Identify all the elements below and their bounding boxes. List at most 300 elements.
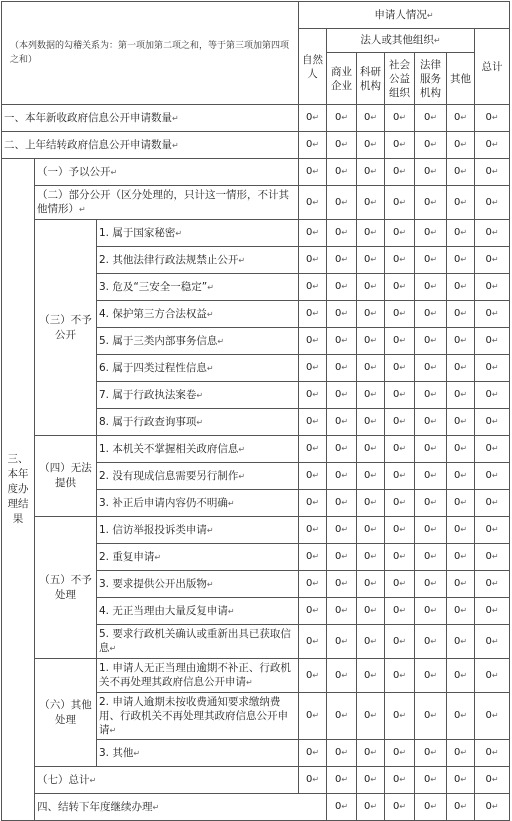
value: 0	[423, 470, 431, 481]
value: 0	[392, 254, 400, 265]
value: 0	[334, 112, 342, 123]
row-label-subtotal-text: （七）总计	[37, 773, 90, 786]
value: 0	[392, 166, 400, 177]
para-mark: ↵	[491, 775, 499, 784]
value: 0	[305, 308, 313, 319]
commercial-header	[327, 53, 357, 105]
value: 0	[453, 710, 461, 721]
value-cell	[299, 544, 327, 571]
value: 0	[305, 578, 313, 589]
value-cell	[357, 220, 385, 247]
para-mark: ↵	[341, 525, 349, 534]
para-mark: ↵	[491, 552, 499, 561]
value: 0	[423, 416, 431, 427]
row-label-carry-forward	[35, 794, 327, 821]
value-cell	[327, 767, 357, 794]
para-mark: ↵	[341, 606, 349, 615]
para-mark: ↵	[430, 228, 438, 237]
para-mark: ↵	[491, 670, 499, 680]
para-mark: ↵	[460, 197, 468, 207]
para-mark: ↵	[312, 636, 320, 646]
value: 0	[305, 335, 313, 346]
value-cell	[299, 490, 327, 517]
value-cell	[447, 301, 475, 328]
para-mark: ↵	[460, 363, 468, 372]
group-cannot-provide-item	[97, 490, 299, 517]
value-cell	[415, 463, 447, 490]
para-mark: ↵	[399, 167, 407, 176]
value-cell	[415, 794, 447, 821]
value: 0	[363, 578, 371, 589]
para-mark: ↵	[370, 390, 378, 399]
value-cell	[327, 274, 357, 301]
value-cell	[327, 301, 357, 328]
value-cell	[299, 767, 327, 794]
value-cell	[357, 740, 385, 767]
para-mark: ↵	[206, 363, 214, 373]
para-mark: ↵	[426, 10, 434, 20]
para-mark: ↵	[312, 711, 320, 720]
value-cell	[475, 463, 510, 490]
para-mark: ↵	[460, 444, 468, 453]
value: 0	[392, 139, 400, 150]
para-mark: ↵	[491, 471, 499, 480]
value: 0	[305, 635, 313, 647]
value: 0	[453, 497, 461, 508]
para-mark: ↵	[341, 113, 349, 122]
value-cell	[447, 598, 475, 625]
para-mark: ↵	[370, 140, 378, 149]
para-mark: ↵	[491, 113, 499, 122]
value-cell	[475, 436, 510, 463]
para-mark: ↵	[399, 309, 407, 318]
value: 0	[305, 389, 313, 400]
para-mark: ↵	[399, 255, 407, 264]
value-cell	[299, 517, 327, 544]
para-mark: ↵	[312, 444, 320, 453]
para-mark: ↵	[341, 552, 349, 561]
value: 0	[363, 227, 371, 238]
para-mark: ↵	[399, 670, 407, 680]
para-mark: ↵	[370, 167, 378, 176]
para-mark: ↵	[312, 775, 320, 784]
para-mark: ↵	[491, 802, 499, 811]
para-mark: ↵	[133, 748, 141, 758]
para-mark: ↵	[430, 579, 438, 588]
para-mark: ↵	[370, 748, 378, 757]
value: 0	[334, 497, 342, 508]
natural-person-label: 自然人	[302, 53, 323, 80]
commercial-label: 商业企业	[331, 65, 352, 92]
value-cell	[385, 517, 415, 544]
value: 0	[334, 443, 342, 454]
value: 0	[334, 551, 342, 562]
value-cell	[385, 274, 415, 301]
para-mark: ↵	[491, 390, 499, 399]
value: 0	[485, 443, 492, 454]
value-cell	[385, 659, 415, 693]
para-mark: ↵	[172, 113, 179, 123]
value-cell	[415, 740, 447, 767]
para-mark: ↵	[370, 498, 378, 507]
value: 0	[392, 335, 400, 346]
para-mark: ↵	[460, 309, 468, 318]
value: 0	[363, 747, 371, 758]
value: 0	[423, 747, 431, 758]
value: 0	[423, 335, 431, 346]
value: 0	[485, 335, 492, 346]
value-cell	[447, 355, 475, 382]
value: 0	[334, 524, 342, 535]
value-cell	[327, 598, 357, 625]
value-cell	[447, 247, 475, 274]
value: 0	[305, 669, 313, 681]
legal-service-header	[415, 53, 447, 105]
value-cell	[475, 382, 510, 409]
value-cell	[299, 598, 327, 625]
group-not-processed-item-text: 1. 信访举报投诉类申请	[99, 523, 207, 536]
value-cell	[415, 105, 447, 132]
para-mark: ↵	[460, 336, 468, 345]
value-cell	[385, 220, 415, 247]
para-mark: ↵	[399, 606, 407, 615]
para-mark: ↵	[370, 113, 378, 122]
value: 0	[453, 605, 461, 616]
para-mark: ↵	[491, 711, 499, 720]
para-mark: ↵	[399, 228, 407, 237]
para-mark: ↵	[312, 670, 320, 680]
value: 0	[453, 166, 461, 177]
group-not-processed-text: （五）不予处理	[39, 573, 92, 601]
value-cell	[299, 625, 327, 659]
para-mark: ↵	[341, 636, 349, 646]
value: 0	[485, 112, 492, 123]
para-mark: ↵	[491, 748, 499, 757]
value: 0	[363, 362, 371, 373]
value: 0	[423, 281, 431, 292]
value: 0	[334, 166, 342, 177]
value-cell	[327, 436, 357, 463]
value: 0	[392, 389, 400, 400]
group-not-processed-item-text: 2. 重复申请	[99, 550, 155, 563]
value-cell	[385, 355, 415, 382]
para-mark: ↵	[399, 363, 407, 372]
para-mark: ↵	[312, 390, 320, 399]
natural-person-header	[299, 29, 327, 105]
value: 0	[334, 227, 342, 238]
total-header	[475, 29, 510, 105]
value: 0	[453, 443, 461, 454]
value: 0	[423, 166, 431, 177]
group-not-disclosed-item	[97, 220, 299, 247]
para-mark: ↵	[399, 498, 407, 507]
value: 0	[392, 635, 400, 647]
value: 0	[363, 139, 371, 150]
para-mark: ↵	[341, 197, 349, 207]
para-mark: ↵	[370, 802, 378, 811]
value: 0	[423, 139, 431, 150]
value: 0	[363, 112, 371, 123]
group-not-disclosed-item-text: 6. 属于四类过程性信息	[99, 361, 207, 374]
value-cell	[447, 274, 475, 301]
table-row	[2, 186, 510, 220]
value: 0	[334, 747, 342, 758]
value: 0	[392, 497, 400, 508]
applicant-situation-label: 申请人情况	[374, 8, 427, 21]
value: 0	[423, 254, 431, 265]
value: 0	[392, 470, 400, 481]
para-mark: ↵	[312, 113, 320, 122]
para-mark: ↵	[370, 282, 378, 291]
government-info-disclosure-table	[1, 1, 510, 821]
para-mark: ↵	[341, 802, 349, 811]
group-not-disclosed-text: （三）不予公开	[39, 313, 92, 341]
value-cell	[357, 571, 385, 598]
value-cell	[447, 767, 475, 794]
para-mark: ↵	[341, 255, 349, 264]
value-cell	[327, 382, 357, 409]
value: 0	[423, 801, 431, 812]
value: 0	[363, 335, 371, 346]
para-mark: ↵	[460, 140, 468, 149]
group-other-handling-item-text: 2. 申请人逾期未按收费通知要求缴纳费用、行政机关不再处理其政府信息公开申请	[99, 695, 288, 736]
para-mark: ↵	[491, 363, 499, 372]
value: 0	[453, 308, 461, 319]
value-cell	[385, 463, 415, 490]
para-mark: ↵	[491, 309, 499, 318]
value-cell	[475, 159, 510, 186]
value: 0	[392, 308, 400, 319]
value: 0	[305, 281, 313, 292]
value-cell	[475, 571, 510, 598]
value: 0	[363, 196, 371, 208]
value: 0	[305, 443, 313, 454]
value-cell	[357, 767, 385, 794]
group-not-disclosed-item	[97, 382, 299, 409]
value-cell	[385, 105, 415, 132]
value: 0	[423, 497, 431, 508]
group-cannot-provide-item-text: 3. 补正后申请内容仍不明确	[99, 496, 228, 509]
group-other-handling	[35, 659, 97, 767]
para-mark: ↵	[460, 471, 468, 480]
value-cell	[327, 220, 357, 247]
value-cell	[327, 490, 357, 517]
para-mark: ↵	[430, 113, 438, 122]
value-cell	[415, 274, 447, 301]
value: 0	[305, 710, 313, 721]
para-mark: ↵	[460, 748, 468, 757]
para-mark: ↵	[430, 197, 438, 207]
value-cell	[447, 659, 475, 693]
value: 0	[453, 112, 461, 123]
value-cell	[415, 693, 447, 740]
value: 0	[305, 524, 313, 535]
para-mark: ↵	[399, 775, 407, 784]
value: 0	[305, 196, 313, 208]
value: 0	[453, 335, 461, 346]
value-cell	[475, 132, 510, 159]
para-mark: ↵	[460, 711, 468, 720]
para-mark: ↵	[460, 282, 468, 291]
para-mark: ↵	[399, 748, 407, 757]
group-cannot-provide-item-text: 2. 没有现成信息需要另行制作	[99, 469, 239, 482]
para-mark: ↵	[430, 606, 438, 615]
value-cell	[385, 328, 415, 355]
value-cell	[327, 544, 357, 571]
value-cell	[357, 490, 385, 517]
para-mark: ↵	[206, 579, 214, 589]
group-not-processed-item	[97, 571, 299, 598]
value: 0	[392, 112, 400, 123]
group-cannot-provide-item-text: 1. 本机关不掌握相关政府信息	[99, 442, 239, 455]
para-mark: ↵	[341, 309, 349, 318]
value: 0	[453, 470, 461, 481]
para-mark: ↵	[430, 390, 438, 399]
value: 0	[334, 139, 342, 150]
value-cell	[385, 693, 415, 740]
group-not-processed	[35, 517, 97, 659]
para-mark: ↵	[341, 471, 349, 480]
group-not-disclosed-item-text: 3. 危及“三安全一稳定”	[99, 280, 208, 293]
para-mark: ↵	[460, 525, 468, 534]
value: 0	[392, 774, 400, 785]
value: 0	[485, 578, 492, 589]
value: 0	[392, 443, 400, 454]
para-mark: ↵	[399, 336, 407, 345]
para-mark: ↵	[370, 363, 378, 372]
group-not-processed-item	[97, 517, 299, 544]
value: 0	[363, 551, 371, 562]
value: 0	[334, 308, 342, 319]
value: 0	[392, 362, 400, 373]
para-mark: ↵	[341, 775, 349, 784]
para-mark: ↵	[460, 390, 468, 399]
group-not-disclosed-item-text: 5. 属于三类内部事务信息	[99, 334, 218, 347]
para-mark: ↵	[312, 417, 320, 426]
para-mark: ↵	[399, 390, 407, 399]
row-label-carried-over-text: 二、上年结转政府信息公开申请数量	[4, 138, 172, 151]
group-cannot-provide-item	[97, 463, 299, 490]
value: 0	[363, 416, 371, 427]
value: 0	[485, 139, 492, 150]
value: 0	[334, 254, 342, 265]
para-mark: ↵	[175, 228, 183, 238]
para-mark: ↵	[370, 579, 378, 588]
para-mark: ↵	[460, 670, 468, 680]
row-label-disclosed-text: （一）予以公开	[37, 165, 111, 178]
value: 0	[334, 470, 342, 481]
value-cell	[357, 436, 385, 463]
row-label-new-requests-text: 一、本年新收政府信息公开申请数量	[4, 111, 172, 124]
value-cell	[447, 328, 475, 355]
para-mark: ↵	[370, 525, 378, 534]
value: 0	[453, 227, 461, 238]
value: 0	[423, 196, 431, 208]
value: 0	[453, 362, 461, 373]
value-cell	[447, 220, 475, 247]
para-mark: ↵	[109, 644, 117, 653]
value-cell	[327, 328, 357, 355]
value: 0	[334, 669, 342, 681]
value-cell	[415, 220, 447, 247]
group-not-disclosed-item	[97, 328, 299, 355]
other-header	[447, 53, 475, 105]
value: 0	[305, 416, 313, 427]
group-not-disclosed-item-text: 4. 保护第三方合法权益	[99, 307, 207, 320]
value: 0	[305, 112, 313, 123]
value-cell	[447, 132, 475, 159]
para-mark: ↵	[430, 802, 438, 811]
value: 0	[453, 416, 461, 427]
value-cell	[327, 740, 357, 767]
para-mark: ↵	[433, 36, 441, 45]
value: 0	[453, 774, 461, 785]
value-cell	[299, 571, 327, 598]
value-cell	[357, 274, 385, 301]
group-not-disclosed-item-text: 7. 属于行政执法案卷	[99, 388, 197, 401]
value-cell	[415, 625, 447, 659]
value: 0	[485, 801, 492, 812]
value: 0	[363, 166, 371, 177]
section-label-results-text: 三、本年度办理结果	[7, 453, 29, 525]
value-cell	[447, 625, 475, 659]
para-mark: ↵	[430, 167, 438, 176]
value: 0	[423, 308, 431, 319]
value-cell	[327, 159, 357, 186]
para-mark: ↵	[341, 282, 349, 291]
value: 0	[485, 166, 492, 177]
value: 0	[305, 497, 313, 508]
para-mark: ↵	[430, 140, 438, 149]
value-cell	[447, 159, 475, 186]
para-mark: ↵	[399, 113, 407, 122]
value-cell	[447, 463, 475, 490]
value: 0	[485, 196, 492, 208]
value-cell	[385, 571, 415, 598]
value-cell	[475, 693, 510, 740]
value: 0	[392, 281, 400, 292]
para-mark: ↵	[370, 775, 378, 784]
value-cell	[475, 186, 510, 220]
para-mark: ↵	[341, 498, 349, 507]
para-mark: ↵	[491, 197, 499, 207]
para-mark: ↵	[312, 228, 320, 237]
group-other-handling-item-text: 1. 申请人无正当理由逾期不补正、行政机关不再处理其政府信息公开申请	[99, 662, 291, 688]
group-not-disclosed-item	[97, 247, 299, 274]
value: 0	[392, 710, 400, 721]
value-cell	[357, 328, 385, 355]
group-cannot-provide	[35, 436, 97, 517]
value-cell	[385, 544, 415, 571]
value-cell	[447, 186, 475, 220]
research-header	[357, 53, 385, 105]
para-mark: ↵	[430, 670, 438, 680]
para-mark: ↵	[206, 525, 214, 535]
value: 0	[423, 389, 431, 400]
para-mark: ↵	[460, 606, 468, 615]
value-cell	[299, 328, 327, 355]
value: 0	[392, 605, 400, 616]
para-mark: ↵	[460, 775, 468, 784]
group-not-disclosed-item	[97, 301, 299, 328]
value-cell	[327, 355, 357, 382]
public-welfare-label: 社会公益组织	[389, 58, 410, 99]
para-mark: ↵	[312, 309, 320, 318]
other-label: 其他	[450, 72, 471, 85]
para-mark: ↵	[172, 140, 179, 150]
para-mark: ↵	[370, 552, 378, 561]
value-cell	[357, 659, 385, 693]
